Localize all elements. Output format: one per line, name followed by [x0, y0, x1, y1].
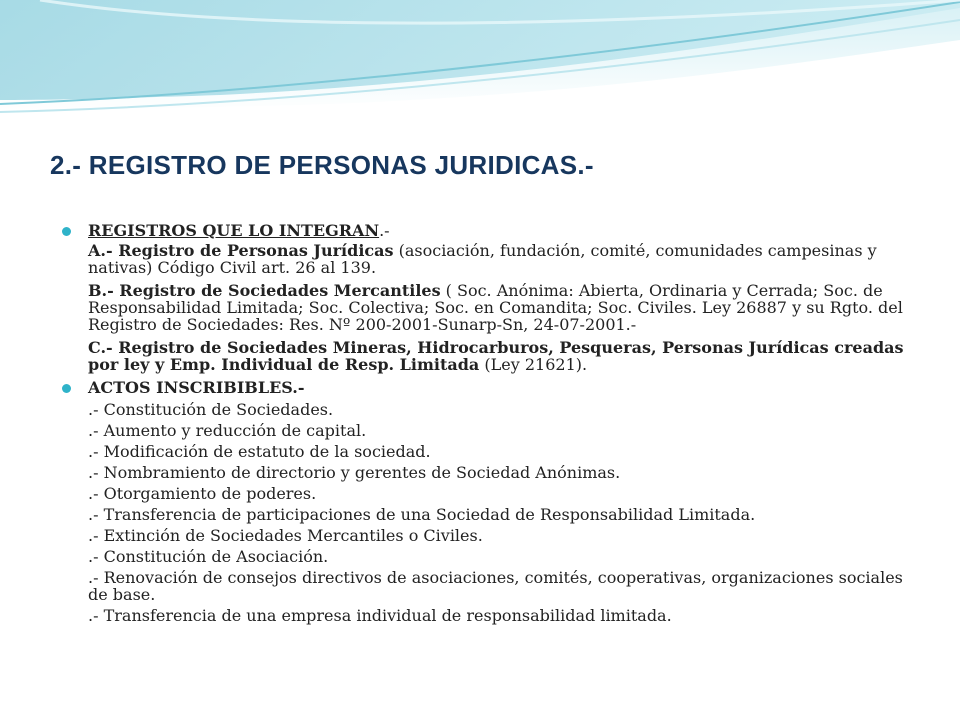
acto-item: .- Transferencia de una empresa individual de responsabilidad limitada. [88, 606, 672, 625]
acto-item: .- Otorgamiento de poderes. [88, 484, 317, 503]
bullet-dot-icon [62, 227, 71, 236]
header-wave-decoration [0, 0, 960, 130]
bullet-actos [60, 379, 910, 397]
bullet-registros [60, 222, 910, 240]
acto-item: .- Renovación de consejos directivos de asociaciones, comités, cooperativas, organizaciones sociales de base. [88, 568, 903, 604]
registros-heading: REGISTROS QUE LO INTEGRAN [88, 221, 380, 240]
acto-item: .- Nombramiento de directorio y gerentes de Sociedad Anónimas. [88, 463, 621, 482]
registro-item-a [60, 242, 910, 276]
registro-item-b [60, 282, 910, 333]
registro-item-c [60, 339, 910, 373]
acto-item: .- Modificación de estatuto de la sociedad. [88, 442, 431, 461]
registro-item-a-title: A.- Registro de Personas Jurídicas [88, 241, 394, 260]
acto-item: .- Extinción de Sociedades Mercantiles o Civiles. [88, 526, 483, 545]
actos-heading: ACTOS INSCRIBIBLES.- [88, 378, 305, 397]
acto-item: .- Aumento y reducción de capital. [88, 421, 367, 440]
registro-item-c-text: (Ley 21621). [479, 355, 588, 374]
acto-item: .- Constitución de Sociedades. [88, 400, 334, 419]
acto-item: .- Transferencia de participaciones de una Sociedad de Responsabilidad Limitada. [88, 505, 756, 524]
slide-content [60, 222, 910, 624]
registro-item-b-title: B.- Registro de Sociedades Mercantiles [88, 281, 441, 300]
registro-item-a-text: (asociación, fundación, comité, comunidades campesinas y nativas) Código Civil art. 26 al 139. [88, 241, 877, 277]
registros-heading-suffix: .- [379, 221, 390, 240]
slide-title: 2.- REGISTRO DE PERSONAS JURIDICAS.- [50, 150, 594, 180]
bullet-dot-icon [62, 384, 71, 393]
acto-item: .- Constitución de Asociación. [88, 547, 329, 566]
registro-item-c-title: C.- Registro de Sociedades Mineras, Hidrocarburos, Pesqueras, Personas Jurídicas creadas por ley y Emp. Individual de Resp. Limitada [88, 338, 904, 374]
registro-item-b-text: ( Soc. Anónima: Abierta, Ordinaria y Cerrada; Soc. de Responsabilidad Limitada; Soc. Colectiva; Soc. en Comandita; Soc. Civiles. Ley 26887 y su Rgto. del Registro de Sociedades: Res. Nº 200-2001-Sunarp-Sn, 24-07-2001.- [88, 281, 903, 334]
